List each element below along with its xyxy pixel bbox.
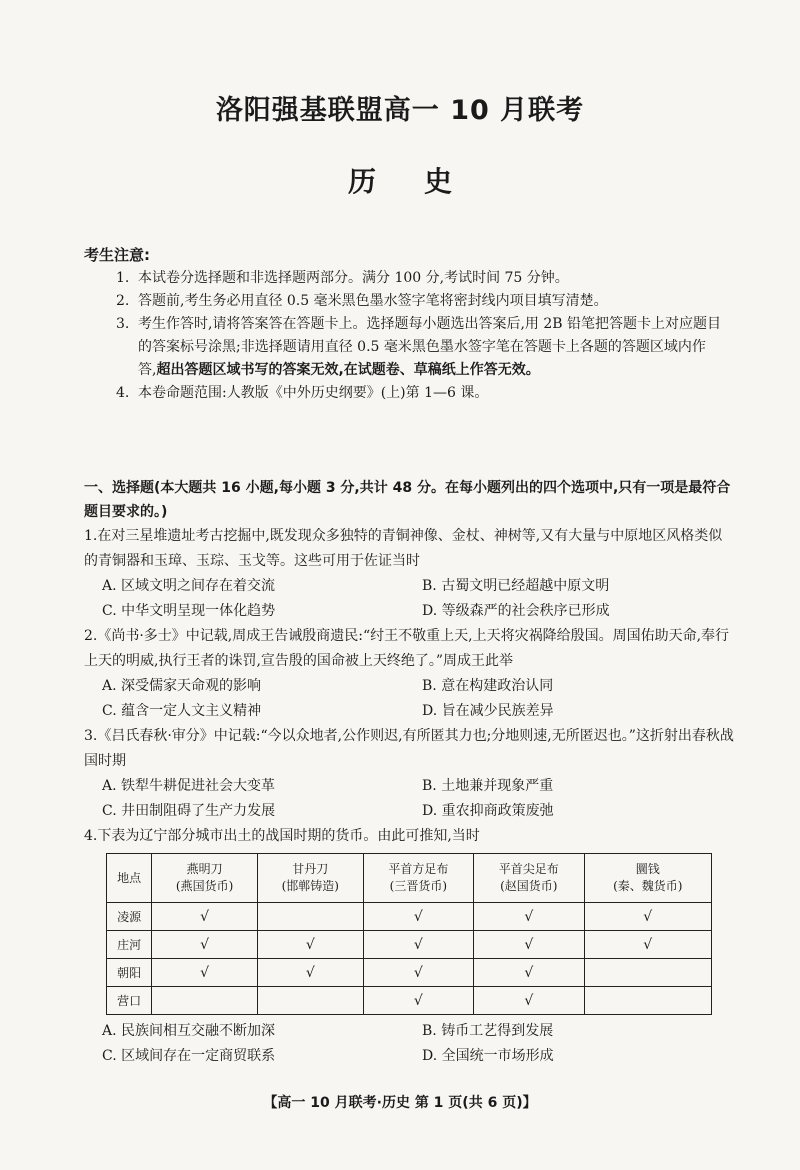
option-a: A. 深受儒家天命观的影响 <box>102 678 262 694</box>
notice-item: 4. 本卷命题范围:人教版《中外历史纲要》(上)第 1—6 课。 <box>116 385 489 401</box>
notice-emphasis: 超出答题区域书写的答案无效,在试题卷、草稿纸上作答无效。 <box>156 362 540 378</box>
option-a: A. 铁犁牛耕促进社会大变革 <box>102 778 276 794</box>
page-footer: 【高一 10 月联考·历史 第 1 页(共 6 页)】 <box>263 1095 537 1111</box>
table-row <box>107 931 712 959</box>
table-cell <box>584 959 711 987</box>
table-cell <box>584 987 711 1015</box>
table-cell: √ <box>474 959 584 987</box>
table-cell: √ <box>474 987 584 1015</box>
table-row <box>107 959 712 987</box>
table-cell: √ <box>584 931 711 959</box>
option-d: D. 旨在减少民族差异 <box>422 703 554 719</box>
option-a: A. 区域文明之间存在着交流 <box>102 578 276 594</box>
row-place: 凌源 <box>107 903 152 931</box>
table-col-header: 燕明刀 (燕国货币) <box>152 854 258 903</box>
table-cell <box>152 987 258 1015</box>
option-b: B. 铸币工艺得到发展 <box>422 1023 554 1039</box>
table-cell: √ <box>584 903 711 931</box>
table-row <box>107 987 712 1015</box>
question-3: 3.《吕氏春秋·审分》中记载:“今以众地者,公作则迟,有所匿其力也;分地则速,无所匿迟也。”这折射出春秋战国时期 <box>84 728 734 769</box>
subject-title: 历史 <box>347 165 500 198</box>
question-1: 1.在对三星堆遗址考古挖掘中,既发现众多独特的青铜神像、金杖、神树等,又有大量与中原地区风格类似的青铜器和玉璋、玉琮、玉戈等。这些可用于佐证当时 <box>84 528 723 569</box>
choice-section <box>84 476 734 1069</box>
table-cell: √ <box>257 931 363 959</box>
currency-table-wrap <box>106 853 734 1015</box>
question-4: 4.下表为辽宁部分城市出土的战国时期的货币。由此可推知,当时 <box>84 828 480 844</box>
option-c: C. 中华文明呈现一体化趋势 <box>102 603 276 619</box>
notice-heading: 考生注意: <box>84 246 150 264</box>
notice-item: 2. 答题前,考生务必用直径 0.5 毫米黑色墨水签字笔将密封线内项目填写清楚。 <box>116 293 608 309</box>
notice-item: 1. 本试卷分选择题和非选择题两部分。满分 100 分,考试时间 75 分钟。 <box>116 270 569 286</box>
table-cell <box>257 987 363 1015</box>
row-place: 营口 <box>107 987 152 1015</box>
option-d: D. 全国统一市场形成 <box>422 1048 554 1064</box>
table-col-header: 平首尖足布 (赵国货币) <box>474 854 584 903</box>
options-1 <box>84 574 734 624</box>
option-d: D. 等级森严的社会秩序已形成 <box>422 603 610 619</box>
table-cell: √ <box>363 931 473 959</box>
question-2: 2.《尚书·多士》中记载,周成王告诫殷商遗民:“纣王不敬重上天,上天将灾祸降给殷国。周国佑助天命,奉行上天的明威,执行王者的诛罚,宣告殷的国命被上天终绝了。”周成王此举 <box>84 628 730 669</box>
option-b: B. 土地兼并现象严重 <box>422 778 554 794</box>
table-cell: √ <box>363 959 473 987</box>
currency-table <box>106 853 712 1015</box>
option-c: C. 井田制阻碍了生产力发展 <box>102 803 276 819</box>
options-3 <box>84 774 734 824</box>
option-b: B. 古蜀文明已经超越中原文明 <box>422 578 610 594</box>
notice-block <box>84 244 724 405</box>
exam-title: 洛阳强基联盟高一 10 月联考 <box>215 95 585 126</box>
table-corner: 地点 <box>107 854 152 903</box>
table-cell: √ <box>474 903 584 931</box>
section-heading: 一、选择题(本大题共 16 小题,每小题 3 分,共计 48 分。在每小题列出的四个选项中,只有一项是最符合题目要求的。) <box>84 480 731 520</box>
table-cell: √ <box>363 987 473 1015</box>
table-cell: √ <box>152 959 258 987</box>
option-c: C. 区域间存在一定商贸联系 <box>102 1048 276 1064</box>
notice-item: 3. 考生作答时,请将答案答在答题卡上。选择题每小题选出答案后,用 2B 铅笔把答题卡上对应题目的答案标号涂黑;非选择题请用直径 0.5 毫米黑色墨水签字笔在答题卡上各题的答题区域内作答,超出答题区域书写的答案无效,在试题卷、草稿纸上作答无效。 <box>116 316 721 378</box>
row-place: 朝阳 <box>107 959 152 987</box>
options-4 <box>84 1019 734 1069</box>
row-place: 庄河 <box>107 931 152 959</box>
option-c: C. 蕴含一定人文主义精神 <box>102 703 262 719</box>
table-cell <box>257 903 363 931</box>
option-d: D. 重农抑商政策废弛 <box>422 803 554 819</box>
table-col-header: 圜钱 (秦、魏货币) <box>584 854 711 903</box>
option-b: B. 意在构建政治认同 <box>422 678 554 694</box>
table-cell: √ <box>363 903 473 931</box>
table-cell: √ <box>474 931 584 959</box>
table-row <box>107 903 712 931</box>
options-2 <box>84 674 734 724</box>
table-cell: √ <box>152 931 258 959</box>
table-col-header: 甘丹刀 (邯郸铸造) <box>257 854 363 903</box>
table-col-header: 平首方足布 (三晋货币) <box>363 854 473 903</box>
table-header-row <box>107 854 712 903</box>
option-a: A. 民族间相互交融不断加深 <box>102 1023 276 1039</box>
table-cell: √ <box>152 903 258 931</box>
table-cell: √ <box>257 959 363 987</box>
